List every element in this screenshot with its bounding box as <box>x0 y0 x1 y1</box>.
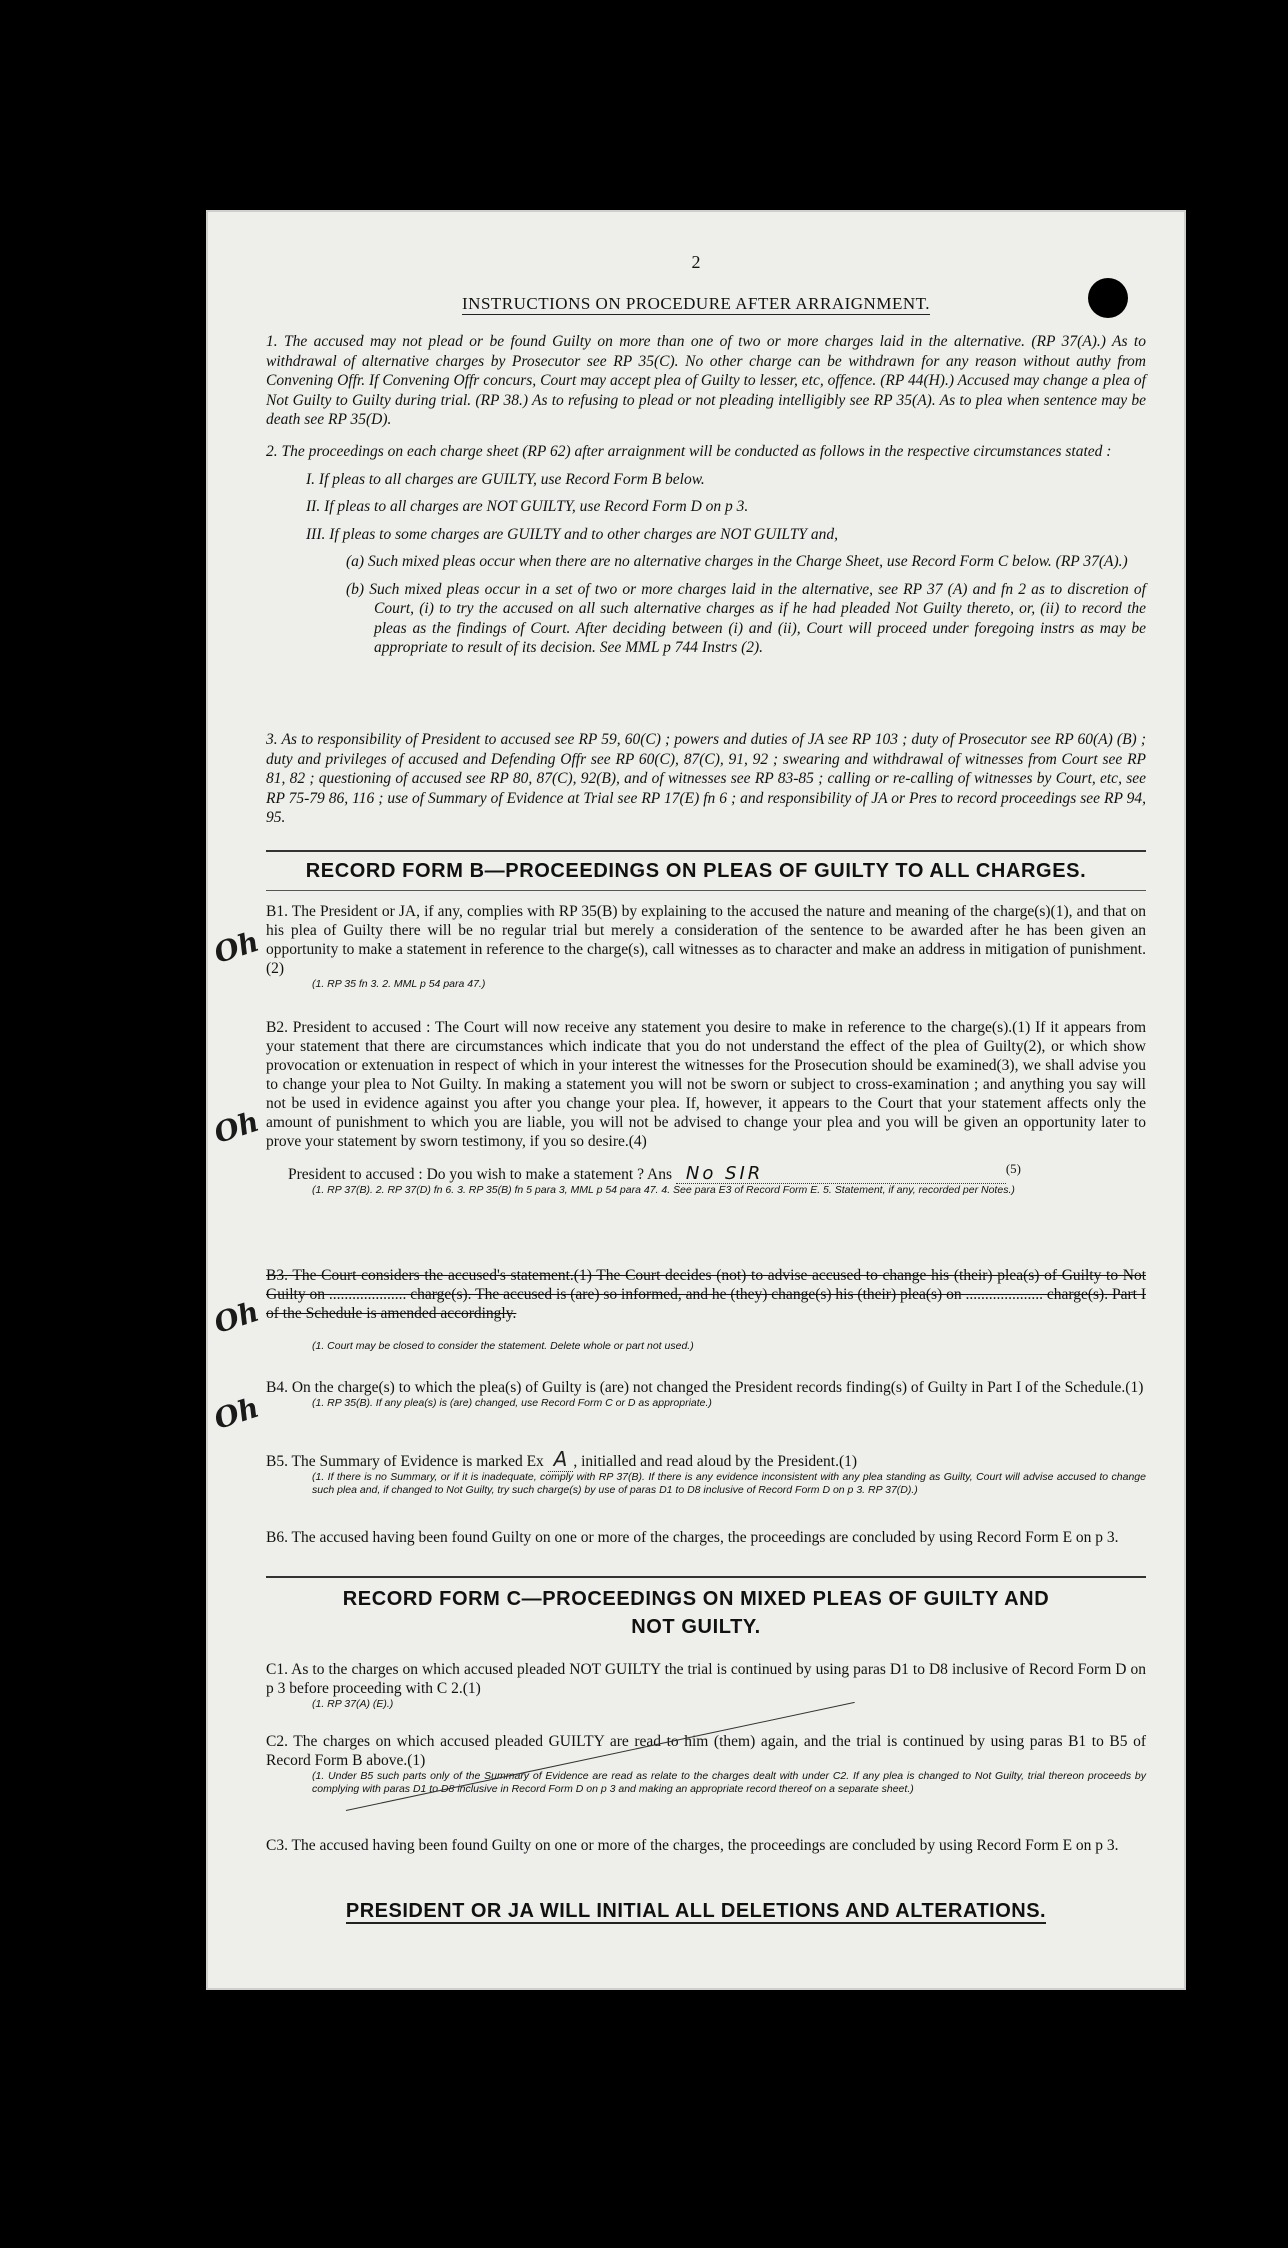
instruction-2 <box>266 442 1146 658</box>
statement-question: President to accused : Do you wish to make a statement ? Ans <box>288 1166 672 1184</box>
para-c1-footnote: (1. RP 37(A) (E).) <box>312 1698 394 1710</box>
divider <box>266 850 1146 852</box>
instruction-2-ii: II. If pleas to all charges are NOT GUILTY, use Record Form D on p 3. <box>306 498 749 515</box>
para-b1-footnote: (1. RP 35 fn 3. 2. MML p 54 para 47.) <box>312 978 486 990</box>
initials-mark: Oh <box>210 1294 263 1340</box>
para-b4-text: B4. On the charge(s) to which the plea(s) of Guilty is (are) not changed the President records finding(s) of Guilty in Part I of the Schedule.(1) <box>266 1379 1144 1396</box>
initials-mark: Oh <box>210 1390 263 1436</box>
statement-question-row <box>266 1159 1146 1184</box>
para-b4-footnote: (1. RP 35(B). If any plea(s) is (are) changed, use Record Form C or D as appropriate.) <box>312 1397 712 1409</box>
para-c2-text: C2. The charges on which accused pleaded GUILTY are read to him (them) again, and the trial is continued by using paras B1 to B5 of Record Form B above.(1) <box>266 1733 1146 1769</box>
para-c1 <box>266 1660 1146 1711</box>
exhibit-mark: A <box>548 1447 574 1472</box>
para-b1 <box>266 902 1146 991</box>
record-form-c-heading-line2: NOT GUILTY. <box>631 1616 761 1638</box>
initials-mark: Oh <box>210 1104 263 1150</box>
final-notice: PRESIDENT OR JA WILL INITIAL ALL DELETIONS AND ALTERATIONS. <box>345 1900 1047 1922</box>
para-b6: B6. The accused having been found Guilty on one or more of the charges, the proceedings are concluded by using Record Form E on p 3. <box>266 1529 1119 1546</box>
record-form-c-heading-line1: RECORD FORM C—PROCEEDINGS ON MIXED PLEAS OF GUILTY AND <box>342 1588 1050 1610</box>
instructions-heading: INSTRUCTIONS ON PROCEDURE AFTER ARRAIGNMENT. <box>462 294 930 313</box>
document-page <box>206 210 1186 1990</box>
para-b3-footnote: (1. Court may be closed to consider the statement. Delete whole or part not used.) <box>312 1340 694 1352</box>
instruction-2-intro: 2. The proceedings on each charge sheet (RP 62) after arraignment will be conducted as follows in the respective circumstances stated : <box>266 443 1112 460</box>
divider <box>266 1576 1146 1578</box>
instruction-2-i: I. If pleas to all charges are GUILTY, use Record Form B below. <box>306 470 705 488</box>
para-b5-footnote: (1. If there is no Summary, or if it is inadequate, comply with RP 37(B). If there is any evidence inconsistent with any plea standing as Guilty, Court will advise accused to change such plea and, if changed to Not Guilty, try such charge(s) by use of paras D1 to D8 inclusive of Record Form D on p 3. RP 37(D).) <box>312 1471 1146 1496</box>
para-b2-text: B2. President to accused : The Court will now receive any statement you desire to make in reference to the charge(s).(1) If it appears from your statement that there are circumstances which indicate that you do not understand the effect of the plea of Guilty(2), or which show provocation or extenuation in respect of which in your interest the witnesses for the Prosecution should be examined(3), we shall advise you to change your plea to Not Guilty. In making a statement you will not be sworn or subject to cross-examination ; and anything you say will not be used in evidence against you after you change your plea. If, however, it appears to the Court that your statement affects only the amount of punishment to which you are liable, you will not be advised to change your plea and you will be given an opportunity later to prove your statement by sworn testimony, if you so desire.(4) <box>266 1019 1146 1150</box>
instruction-3: 3. As to responsibility of President to accused see RP 59, 60(C) ; powers and duties of JA see RP 103 ; duty of Prosecutor see RP 60(A) (B) ; duty and privileges of accused and Defending Offr see RP 60(C), 87(C), 91, 92 ; swearing and withdrawal of witnesses from Court see RP 81, 82 ; questioning of accused see RP 80, 87(C), 92(B), and of witnesses see RP 83-85 ; calling or re-calling of witnesses by Court, etc, see RP 75-79 86, 116 ; use of Summary of Evidence at Trial see RP 17(E) fn 6 ; and responsibility of JA or Pres to record proceedings see RP 94, 95. <box>266 731 1146 826</box>
para-b2 <box>266 1018 1146 1197</box>
instruction-2-b: (b) Such mixed pleas occur in a set of two or more charges laid in the alternative, see RP 37 (A) and fn 2 as to discretion of Court, (i) to try the accused on all such alternative charges as if he had pleaded Not Guilty thereto, or, (ii) to record the pleas as the findings of Court. After deciding between (i) and (ii), Court will proceed under foregoing instrs as may be appropriate to result of its decision. See MML p 744 Instrs (2). <box>346 580 1146 656</box>
para-b5 <box>266 1447 1146 1497</box>
instruction-2-iii: III. If pleas to some charges are GUILTY and to other charges are NOT GUILTY and, <box>306 525 838 543</box>
answer-footnote-ref: (5) <box>1005 1161 1021 1176</box>
para-c2-footnote: (1. Under B5 such parts only of the Summary of Evidence are read as relate to the charges dealt with under C2. If any plea is changed to Not Guilty, trial thereon proceeds by complying with paras D1 to D8 inclusive in Record Form D on p 3 and making an appropriate record thereof on a separate sheet.) <box>312 1770 1146 1795</box>
para-b2-footnote: (1. RP 37(B). 2. RP 37(D) fn 6. 3. RP 35(B) fn 5 para 3, MML p 54 para 47. 4. See para E3 of Record Form E. 5. Statement, if any, recorded per Notes.) <box>312 1184 1015 1197</box>
instruction-1: 1. The accused may not plead or be found Guilty on more than one of two or more charges laid in the alternative. (RP 37(A).) As to withdrawal of alternative charges by Prosecutor see RP 35(C). No other charge can be withdrawn for any reason without authy from Convening Offr. If Convening Offr concurs, Court may accept plea of Guilty to lesser, etc, offence. (RP 44(H).) Accused may change a plea of Not Guilty to Guilty during trial. (RP 38.) As to refusing to plead or not pleading intelligibly see RP 35(A). As to plea when sentence may be death see RP 35(D). <box>266 333 1146 428</box>
instruction-2-a: (a) Such mixed pleas occur when there are no alternative charges in the Charge Sheet, use Record Form C below. (RP 37(A).) <box>346 553 1128 570</box>
record-form-b-heading: RECORD FORM B—PROCEEDINGS ON PLEAS OF GUILTY TO ALL CHARGES. <box>305 860 1087 882</box>
para-b5-suffix: , initialled and read aloud by the President.(1) <box>573 1453 858 1470</box>
para-b3-footnote-wrap <box>266 1340 1146 1353</box>
para-b1-text: B1. The President or JA, if any, complies with RP 35(B) by explaining to the accused the nature and meaning of the charge(s)(1), and that on his plea of Guilty there will be no regular trial but merely a consideration of the sentence to be awarded after he has been given an opportunity to make a statement in reference to the charge(s), call witnesses as to character and make an address in mitigation of punishment.(2) <box>266 903 1146 977</box>
statement-answer-field[interactable]: No SIR <box>676 1164 1006 1184</box>
para-c3: C3. The accused having been found Guilty on one or more of the charges, the proceedings are concluded by using Record Form E on p 3. <box>266 1837 1119 1854</box>
para-b3-deleted <box>266 1266 1146 1323</box>
page-number: 2 <box>691 252 701 272</box>
para-c1-text: C1. As to the charges on which accused pleaded NOT GUILTY the trial is continued by using paras D1 to D8 inclusive of Record Form D on p 3 before proceeding with C 2.(1) <box>266 1661 1146 1697</box>
para-b5-prefix: B5. The Summary of Evidence is marked Ex <box>266 1453 544 1470</box>
para-c2 <box>266 1732 1146 1796</box>
initials-mark: Oh <box>210 924 263 970</box>
divider <box>266 890 1146 891</box>
para-b3-text: B3. The Court considers the accused's statement.(1) The Court decides (not) to advise accused to change his (their) plea(s) of Guilty to Not Guilty on .................... charge(s). The accused is (are) so informed, and he (they) change(s) his (their) plea(s) on .................... charge(s). Part I of the Schedule is amended accordingly. <box>266 1267 1146 1322</box>
para-b4 <box>266 1378 1146 1410</box>
